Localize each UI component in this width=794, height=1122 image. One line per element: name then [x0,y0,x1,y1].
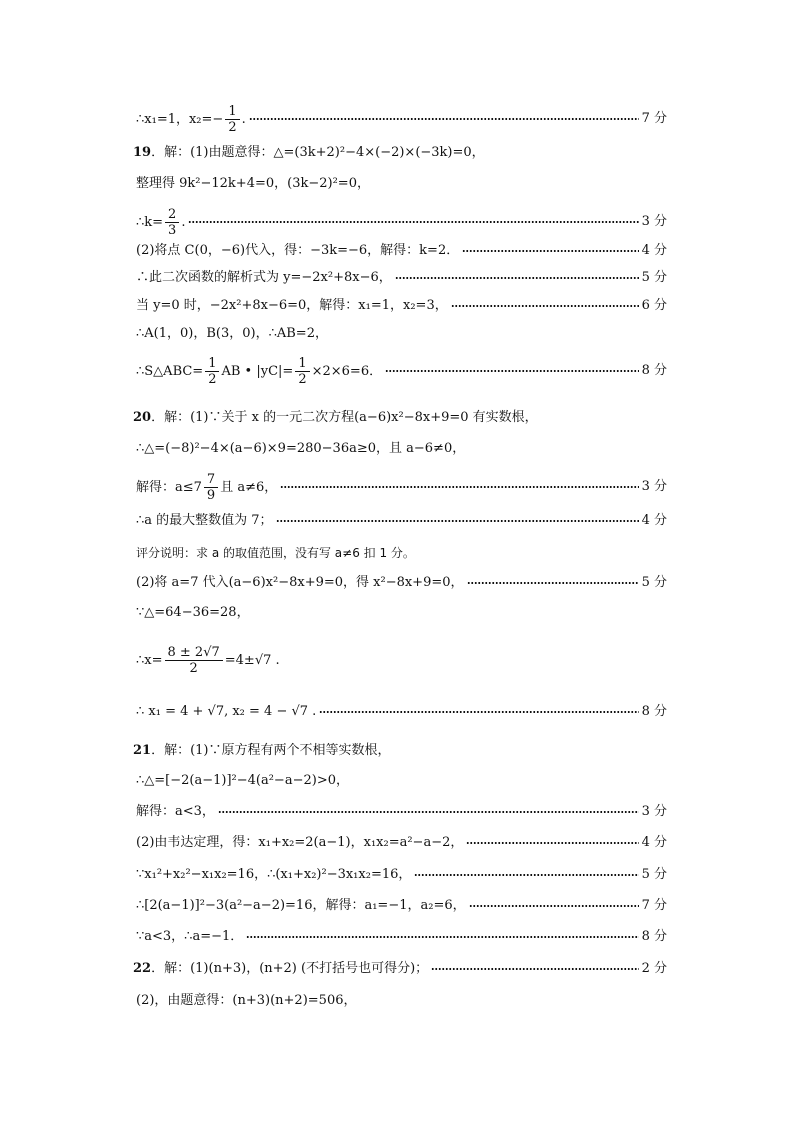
denominator: 2 [228,119,237,135]
denominator: 2 [298,371,307,387]
leader-dots [188,221,638,223]
line-text: 解得：a<3， [136,804,215,819]
line-text: ∴k= [136,214,164,230]
q22-line-2 [136,992,667,1010]
line-text: (2)将 a=7 代入(a−6)x²−8x+9=0，得 x²−8x+9=0， [136,575,464,590]
q20-line-3 [136,470,667,504]
question-number: 22 [133,961,152,976]
answer-line [136,104,667,134]
leader-dots [246,936,638,938]
line-text: ∵△=64−36=28， [136,605,250,620]
q20-line-2 [136,440,667,458]
line-text: ∵x₁²+x₂²−x₁x₂=16，∴(x₁+x₂)²−3x₁x₂=16， [136,867,412,882]
line-text: ∴[2(a−1)]²−3(a²−a−2)=16，解得：a₁=−1，a₂=6， [136,898,466,913]
line-tail: . [241,111,246,127]
denominator: 9 [206,487,216,503]
fraction [225,104,239,135]
q21-line-2 [136,772,667,790]
q19-line-8 [136,354,667,388]
q19-line-3 [136,206,667,238]
leader-dots [319,711,638,713]
line-tail: ×2×6=6． [311,363,383,379]
leader-dots [218,811,639,813]
numerator: 2 [165,207,179,223]
leader-dots [276,520,639,522]
leader-dots [467,582,639,584]
leader-dots [385,370,639,372]
line-text: ．解：(1)(n+3)，(n+2) (不打括号也可得分)； [151,961,429,976]
q19-line-7 [136,325,667,343]
q21-line-4 [136,834,667,852]
numerator: 7 [204,472,218,488]
line-text: ．解：(1)∵关于 x 的一元二次方程(a−6)x²−8x+9=0 有实数根， [151,410,538,425]
score: 4 分 [641,243,667,258]
line-text: ∴△=(−8)²−4×(a−6)×9=280−36a≥0，且 a−6≠0， [136,441,466,456]
leader-dots [431,968,638,970]
line-tail: =4±√7 . [224,652,280,668]
line-text: ∴此二次函数的解析式为 y=−2x²+8x−6， [136,270,392,285]
line-text: (2)由韦达定理，得：x₁+x₂=2(a−1)，x₁x₂=a²−a−2， [136,835,464,850]
line-text: 解得：a≤7 [136,479,202,495]
q20-line-6 [136,574,667,592]
score: 5 分 [641,575,667,590]
q19-line-2 [136,175,667,193]
line-text: 整理得 9k²−12k+4=0，(3k−2)²=0， [136,176,370,191]
line-text: (2)，由题意得：(n+3)(n+2)=506， [136,993,357,1008]
score: 8 分 [641,929,667,944]
denominator: 2 [189,660,198,676]
q20-line-5 [136,544,667,562]
leader-dots [462,250,638,252]
line-text: ∵a<3，∴a=−1． [136,929,244,944]
fraction [205,356,219,387]
score: 8 分 [641,363,667,378]
leader-dots [280,486,638,488]
score: 3 分 [641,479,667,494]
q20-line-4 [136,512,667,530]
q20-line-9 [136,703,667,721]
numerator: 1 [205,356,219,372]
line-text: AB • |yC|= [221,363,294,379]
q21-line-1 [133,742,667,760]
score: 3 分 [641,214,667,229]
score: 7 分 [641,898,667,913]
line-text: (2)将点 C(0，−6)代入，得：−3k=−6，解得：k=2． [136,243,460,258]
line-text: ∴x₁=1，x₂=− [136,111,224,127]
q19-line-1 [133,144,667,162]
leader-dots [451,305,639,307]
grading-note: 评分说明：求 a 的取值范围，没有写 a≠6 扣 1 分。 [136,546,415,560]
q19-line-6 [136,297,667,315]
line-text: ．解：(1)由题意得：△=(3k+2)²−4×(−2)×(−3k)=0， [151,145,485,160]
score: 6 分 [641,298,667,313]
score: 2 分 [641,961,667,976]
score: 4 分 [641,513,667,528]
score: 7 分 [641,111,667,126]
line-text: ∴a 的最大整数值为 7； [136,513,273,528]
fraction [165,645,223,676]
score: 8 分 [641,704,667,719]
q19-line-5 [136,269,667,287]
q20-line-8 [136,640,667,680]
line-text: ∴S△ABC= [136,363,204,379]
question-number: 20 [133,410,152,425]
numerator: 1 [295,356,309,372]
line-tail: 且 a≠6， [220,479,278,495]
fraction [295,356,309,387]
q21-line-7 [136,928,667,946]
denominator: 2 [208,371,217,387]
line-text: ．解：(1)∵原方程有两个不相等实数根， [151,743,391,758]
score: 5 分 [641,867,667,882]
leader-dots [414,874,638,876]
line-tail: . [181,214,186,230]
numerator: 1 [225,104,239,120]
line-text: 当 y=0 时，−2x²+8x−6=0，解得：x₁=1，x₂=3， [136,298,448,313]
leader-dots [466,842,638,844]
question-number: 21 [133,743,152,758]
denominator: 3 [168,222,177,238]
q21-line-5 [136,866,667,884]
fraction [204,472,218,503]
line-text: ∴△=[−2(a−1)]²−4(a²−a−2)>0， [136,773,349,788]
line-text: ∴x= [136,652,163,668]
question-number: 19 [133,145,152,160]
q19-line-4 [136,242,667,260]
line-text: ∴ x₁ = 4 + √7, x₂ = 4 − √7 . [136,704,317,719]
score: 4 分 [641,835,667,850]
score: 3 分 [641,804,667,819]
q21-line-3 [136,803,667,821]
q22-line-1 [133,960,667,978]
line-text: ∴A(1，0)，B(3，0)，∴AB=2， [136,326,328,341]
q21-line-6 [136,897,667,915]
leader-dots [469,905,639,907]
q20-line-1 [133,409,667,427]
leader-dots [249,118,639,120]
leader-dots [395,277,639,279]
q20-line-7 [136,604,667,622]
numerator: 8 ± 2√7 [165,645,223,661]
fraction [165,207,179,238]
score: 5 分 [641,270,667,285]
